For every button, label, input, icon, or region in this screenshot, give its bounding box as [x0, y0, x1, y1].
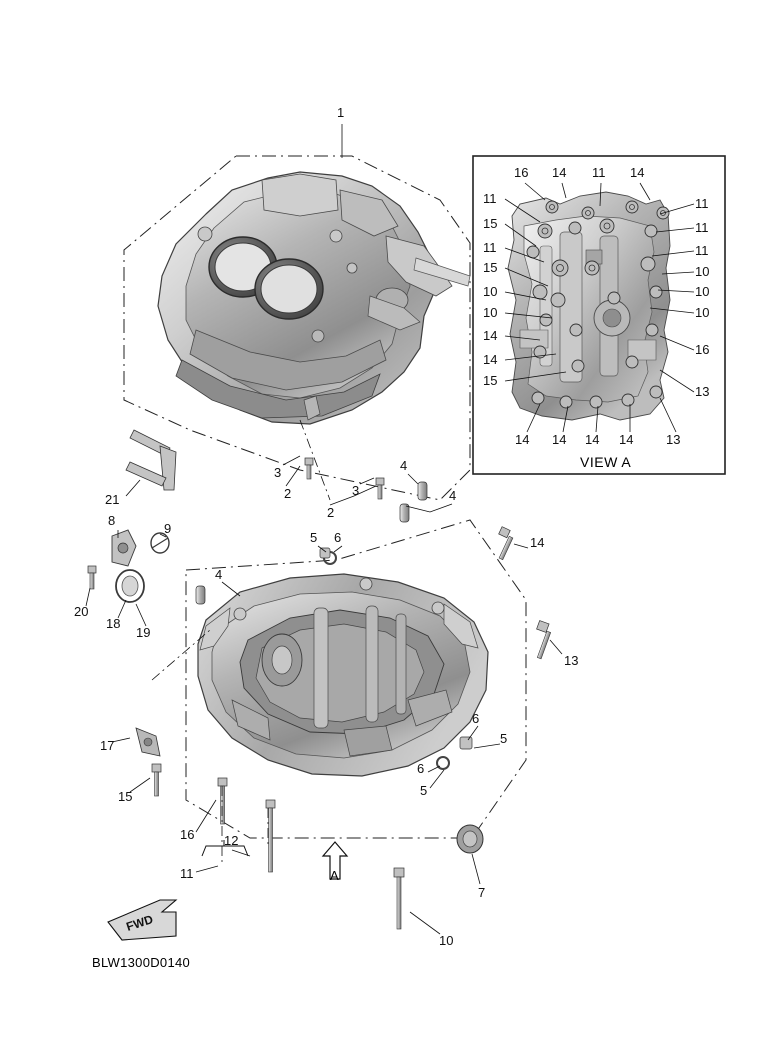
view-a-callout-14-top-2: 14 — [630, 165, 645, 180]
section-arrow-label: A — [330, 868, 339, 883]
view-a-callout-10-right-3: 10 — [695, 305, 710, 320]
part-number-label: BLW1300D0140 — [92, 955, 191, 970]
callout-11: 11 — [180, 866, 194, 881]
callout-3a: 3 — [274, 465, 282, 480]
callout-6b: 6 — [472, 711, 480, 726]
view-a-callout-13-bottom: 13 — [666, 432, 681, 447]
view-a-title: VIEW A — [580, 454, 632, 470]
view-a-callout-14-left-2: 14 — [483, 352, 498, 367]
callout-6a: 6 — [334, 530, 342, 545]
callout-5b: 5 — [500, 731, 508, 746]
view-a-callout-14-left-1: 14 — [483, 328, 498, 343]
view-a-callout-14-bottom-1: 14 — [515, 432, 530, 447]
callout-10: 10 — [439, 933, 454, 948]
view-a-callout-10-right-2: 10 — [695, 284, 710, 299]
view-a-callout-14-top-1: 14 — [552, 165, 567, 180]
view-a-callout-16-right: 16 — [695, 342, 710, 357]
callout-20: 20 — [74, 604, 89, 619]
view-a-callout-11-left-1: 11 — [483, 191, 497, 206]
view-a-callout-11-right-1: 11 — [695, 196, 709, 211]
callout-8: 8 — [108, 513, 116, 528]
callout-2b: 2 — [327, 505, 335, 520]
view-a-callout-11-top: 11 — [592, 165, 606, 180]
upper-crankcase-part — [158, 172, 470, 424]
callout-4c: 4 — [215, 567, 223, 582]
callout-3b: 3 — [352, 483, 360, 498]
callout-7: 7 — [478, 885, 486, 900]
callout-19: 19 — [136, 625, 151, 640]
view-a-callout-14-bottom-4: 14 — [619, 432, 634, 447]
callout-9: 9 — [164, 521, 172, 536]
lower-crankcase-part — [198, 574, 488, 776]
view-a-callout-13-right: 13 — [695, 384, 710, 399]
callout-2a: 2 — [284, 486, 292, 501]
view-a-callout-11-right-3: 11 — [695, 243, 709, 258]
fwd-label: FWD — [124, 912, 155, 934]
callout-5a: 5 — [310, 530, 318, 545]
callout-13: 13 — [564, 653, 579, 668]
view-a-callout-15-left-1: 15 — [483, 216, 498, 231]
view-a-crankcase-illustration — [508, 192, 670, 420]
view-a-callout-15-left-3: 15 — [483, 373, 498, 388]
callout-12: 12 — [224, 833, 239, 848]
view-a-callout-10-right-1: 10 — [695, 264, 710, 279]
view-a-callout-10-left-1: 10 — [483, 284, 498, 299]
view-a-callout-15-left-2: 15 — [483, 260, 498, 275]
view-a-callout-10-left-2: 10 — [483, 305, 498, 320]
view-a-callout-14-bottom-3: 14 — [585, 432, 600, 447]
callout-14: 14 — [530, 535, 545, 550]
callout-4a: 4 — [400, 458, 408, 473]
callout-21: 21 — [105, 492, 120, 507]
callout-6c: 6 — [417, 761, 425, 776]
view-a-callout-11-right-2: 11 — [695, 220, 709, 235]
callout-1: 1 — [337, 105, 345, 120]
callout-15: 15 — [118, 789, 133, 804]
callout-16: 16 — [180, 827, 195, 842]
view-a-callout-11-left-2: 11 — [483, 240, 497, 255]
callout-18: 18 — [106, 616, 121, 631]
view-a-callout-16-top: 16 — [514, 165, 529, 180]
callout-4b: 4 — [449, 488, 457, 503]
callout-17: 17 — [100, 738, 115, 753]
view-a-callout-14-bottom-2: 14 — [552, 432, 567, 447]
callout-5c: 5 — [420, 783, 428, 798]
